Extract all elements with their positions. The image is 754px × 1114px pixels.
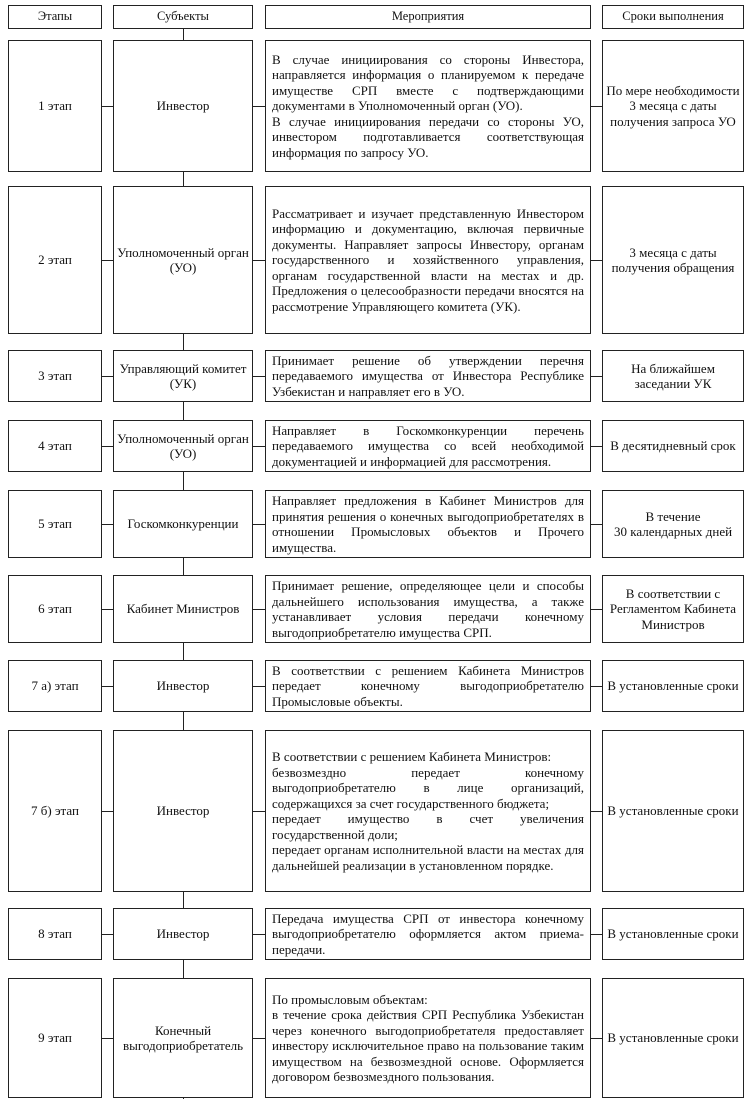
activity-5 (265, 490, 591, 558)
stage-4 (8, 420, 102, 472)
subject-5-text: Госкомконкуренции (127, 516, 239, 532)
stage-6 (8, 575, 102, 643)
deadline-8-text: В установленные сроки (607, 926, 739, 942)
deadline-8 (602, 908, 744, 960)
activity-6 (265, 575, 591, 643)
stage-4-text: 4 этап (38, 438, 72, 454)
header-subjects-label: Субъекты (157, 9, 209, 24)
activity-8 (265, 908, 591, 960)
header-deadlines-label: Сроки выполнения (622, 9, 724, 24)
connector-line (253, 1038, 265, 1039)
stage-5 (8, 490, 102, 558)
subject-8-text: Инвестор (156, 926, 210, 942)
activity-6-text: Принимает решение, определяющее цели и способы дальнейшего использования имущества, а также устанавливает условия передачи конечному выгодоприобретателю имущества СРП. (272, 578, 584, 640)
deadline-6 (602, 575, 744, 643)
subject-7b (113, 730, 253, 892)
activity-7a (265, 660, 591, 712)
subject-1 (113, 40, 253, 172)
connector-line (591, 376, 602, 377)
stage-2-text: 2 этап (38, 252, 72, 268)
connector-line (102, 934, 113, 935)
stage-1 (8, 40, 102, 172)
stage-8 (8, 908, 102, 960)
subject-5 (113, 490, 253, 558)
connector-line (591, 934, 602, 935)
header-deadlines (602, 5, 744, 29)
stage-1-text: 1 этап (38, 98, 72, 114)
activity-9-text: По промысловым объектам: в течение срока действия СРП Республика Узбекистан через конечного выгодоприобретателя предоставляет инвестору исключительное право на пользование таким имуществом на безвозмездной основе. Оформляется договором безвозмездного пользования. (272, 991, 584, 1084)
connector-line (102, 260, 113, 261)
connector-line (253, 260, 265, 261)
activity-7a-text: В соответствии с решением Кабинета Министров передает конечному выгодоприобретателю Промысловые объекты. (272, 662, 584, 709)
connector-line (253, 934, 265, 935)
connector-line (102, 609, 113, 610)
activity-1-text: В случае инициирования со стороны Инвестора, направляется информация о планируемом к передаче имуществе СРП вместе с подтверждающими документами в Уполномоченный орган (УО). В случае инициирования передачи со стороны УО, инвестором подготавливается соответствующая информация по запросу УО. (272, 51, 584, 160)
deadline-2-text: 3 месяца с даты получения обращения (611, 244, 735, 275)
connector-line (253, 376, 265, 377)
stage-5-text: 5 этап (38, 516, 72, 532)
deadline-5-text: В течение 30 календарных дней (613, 508, 733, 539)
activity-3-text: Принимает решение об утверждении перечня передаваемого имущества от Инвестора Республике Узбекистан и направляет его в УО. (272, 352, 584, 399)
stage-7b-text: 7 б) этап (31, 803, 79, 819)
connector-line (591, 686, 602, 687)
subject-2-text: Уполномоченный орган (УО) (117, 244, 249, 275)
deadline-3 (602, 350, 744, 402)
subject-6-text: Кабинет Министров (126, 601, 240, 617)
connector-line (102, 1038, 113, 1039)
connector-line (591, 524, 602, 525)
subject-3 (113, 350, 253, 402)
activity-1 (265, 40, 591, 172)
deadline-4 (602, 420, 744, 472)
connector-line (591, 1038, 602, 1039)
connector-line (102, 811, 113, 812)
connector-line (102, 376, 113, 377)
stage-7a (8, 660, 102, 712)
subject-4 (113, 420, 253, 472)
stage-3-text: 3 этап (38, 368, 72, 384)
header-stages (8, 5, 102, 29)
deadline-7b-text: В установленные сроки (607, 803, 739, 819)
deadline-7a (602, 660, 744, 712)
activity-8-text: Передача имущества СРП от инвестора конечному выгодоприобретателю оформляется актом приема-передачи. (272, 910, 584, 957)
deadline-1 (602, 40, 744, 172)
activity-4 (265, 420, 591, 472)
connector-line (253, 811, 265, 812)
stage-7b (8, 730, 102, 892)
subject-9 (113, 978, 253, 1098)
connector-line (253, 446, 265, 447)
connector-line (591, 106, 602, 107)
deadline-7a-text: В установленные сроки (607, 678, 739, 694)
connector-line (253, 524, 265, 525)
connector-line (102, 686, 113, 687)
header-stages-label: Этапы (37, 9, 73, 24)
header-activities (265, 5, 591, 29)
connector-line (102, 524, 113, 525)
activity-2 (265, 186, 591, 334)
stage-6-text: 6 этап (38, 601, 72, 617)
subject-9-text: Конечный выгодоприобретатель (122, 1022, 244, 1053)
connector-line (253, 106, 265, 107)
activity-7b (265, 730, 591, 892)
connector-line (102, 106, 113, 107)
subject-8 (113, 908, 253, 960)
activity-4-text: Направляет в Госкомконкуренции перечень передаваемого имущества со всей необходимой документацией и информацией для рассмотрения. (272, 422, 584, 469)
deadline-1-text: По мере необходимости 3 месяца с даты получения запроса УО (606, 82, 740, 129)
activity-2-text: Рассматривает и изучает представленную Инвестором информацию и документацию, включая первичные документы. Направляет запросы Инвестору, органам государственного и хозяйственного управления, органам государственной власти на местах и др. Предложения о целесообразности передачи вносятся на рассмотрение Управляющего комитета (УК). (272, 205, 584, 314)
subject-6 (113, 575, 253, 643)
stage-2 (8, 186, 102, 334)
connector-line (591, 446, 602, 447)
subject-4-text: Уполномоченный орган (УО) (117, 430, 249, 461)
subject-7b-text: Инвестор (156, 803, 210, 819)
activity-3 (265, 350, 591, 402)
subject-1-text: Инвестор (156, 98, 210, 114)
connector-line (591, 260, 602, 261)
deadline-5 (602, 490, 744, 558)
deadline-3-text: На ближайшем заседании УК (631, 360, 715, 391)
stage-9 (8, 978, 102, 1098)
activity-5-text: Направляет предложения в Кабинет Министров для принятия решения о конечных выгодоприобретателях в отношении Промысловых объектов и Прочего имущества. (272, 493, 584, 555)
header-subjects (113, 5, 253, 29)
deadline-9 (602, 978, 744, 1098)
connector-line (102, 446, 113, 447)
deadline-2 (602, 186, 744, 334)
subject-2 (113, 186, 253, 334)
activity-9 (265, 978, 591, 1098)
stage-3 (8, 350, 102, 402)
activity-7b-text: В соответствии с решением Кабинета Министров: безвозмездно передает конечному выгодоприобретателю в лице организаций, содержащихся за счет государственного бюджета; передает имущество в счет увеличения государственной доли; передает органам исполнительной власти на местах для дальнейшей реализации в установленном порядке. (272, 749, 584, 873)
connector-line (591, 609, 602, 610)
deadline-6-text: В соответствии с Регламентом Кабинета Министров (609, 585, 737, 632)
deadline-4-text: В десятидневный срок (610, 438, 736, 454)
connector-line (253, 609, 265, 610)
stage-9-text: 9 этап (38, 1030, 72, 1046)
header-activities-label: Мероприятия (391, 9, 465, 24)
connector-line (591, 811, 602, 812)
subject-3-text: Управляющий комитет (УК) (119, 360, 247, 391)
subject-7a-text: Инвестор (156, 678, 210, 694)
connector-line (253, 686, 265, 687)
stage-8-text: 8 этап (38, 926, 72, 942)
stage-7a-text: 7 а) этап (31, 678, 79, 694)
deadline-9-text: В установленные сроки (607, 1030, 739, 1046)
deadline-7b (602, 730, 744, 892)
subject-7a (113, 660, 253, 712)
